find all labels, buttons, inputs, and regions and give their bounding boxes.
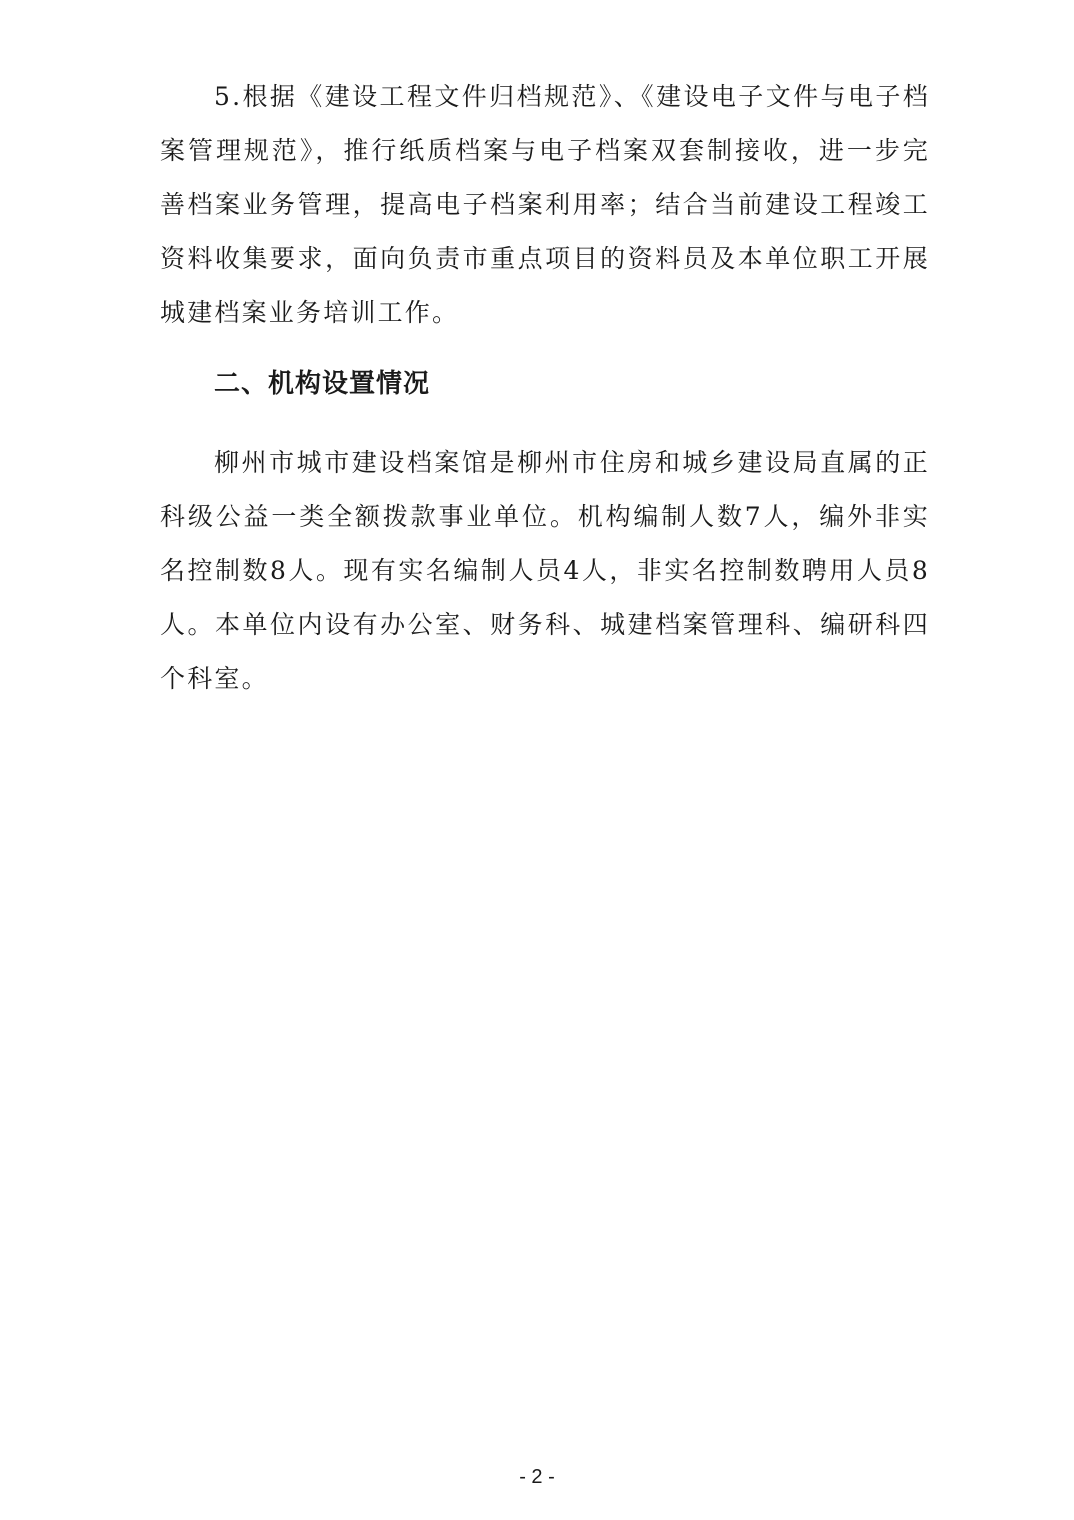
section-heading-organization: 二、机构设置情况: [214, 369, 431, 399]
body-paragraph-organization: 柳州市城市建设档案馆是柳州市住房和城乡建设局直属的正科级公益一类全额拨款事业单位。机构编制人数7人，编外非实名控制数8人。现有实名编制人员4人，非实名控制数聘用人员8人。本单位内设有办公室、财务科、城建档案管理科、编研科四个科室。: [160, 448, 930, 693]
page-number: - 2 -: [519, 1466, 555, 1488]
body-paragraph-item-5: 5.根据《建设工程文件归档规范》、《建设电子文件与电子档案管理规范》，推行纸质档案与电子档案双套制接收，进一步完善档案业务管理，提高电子档案利用率；结合当前建设工程竣工资料收集要求，面向负责市重点项目的资料员及本单位职工开展城建档案业务培训工作。: [160, 82, 930, 327]
